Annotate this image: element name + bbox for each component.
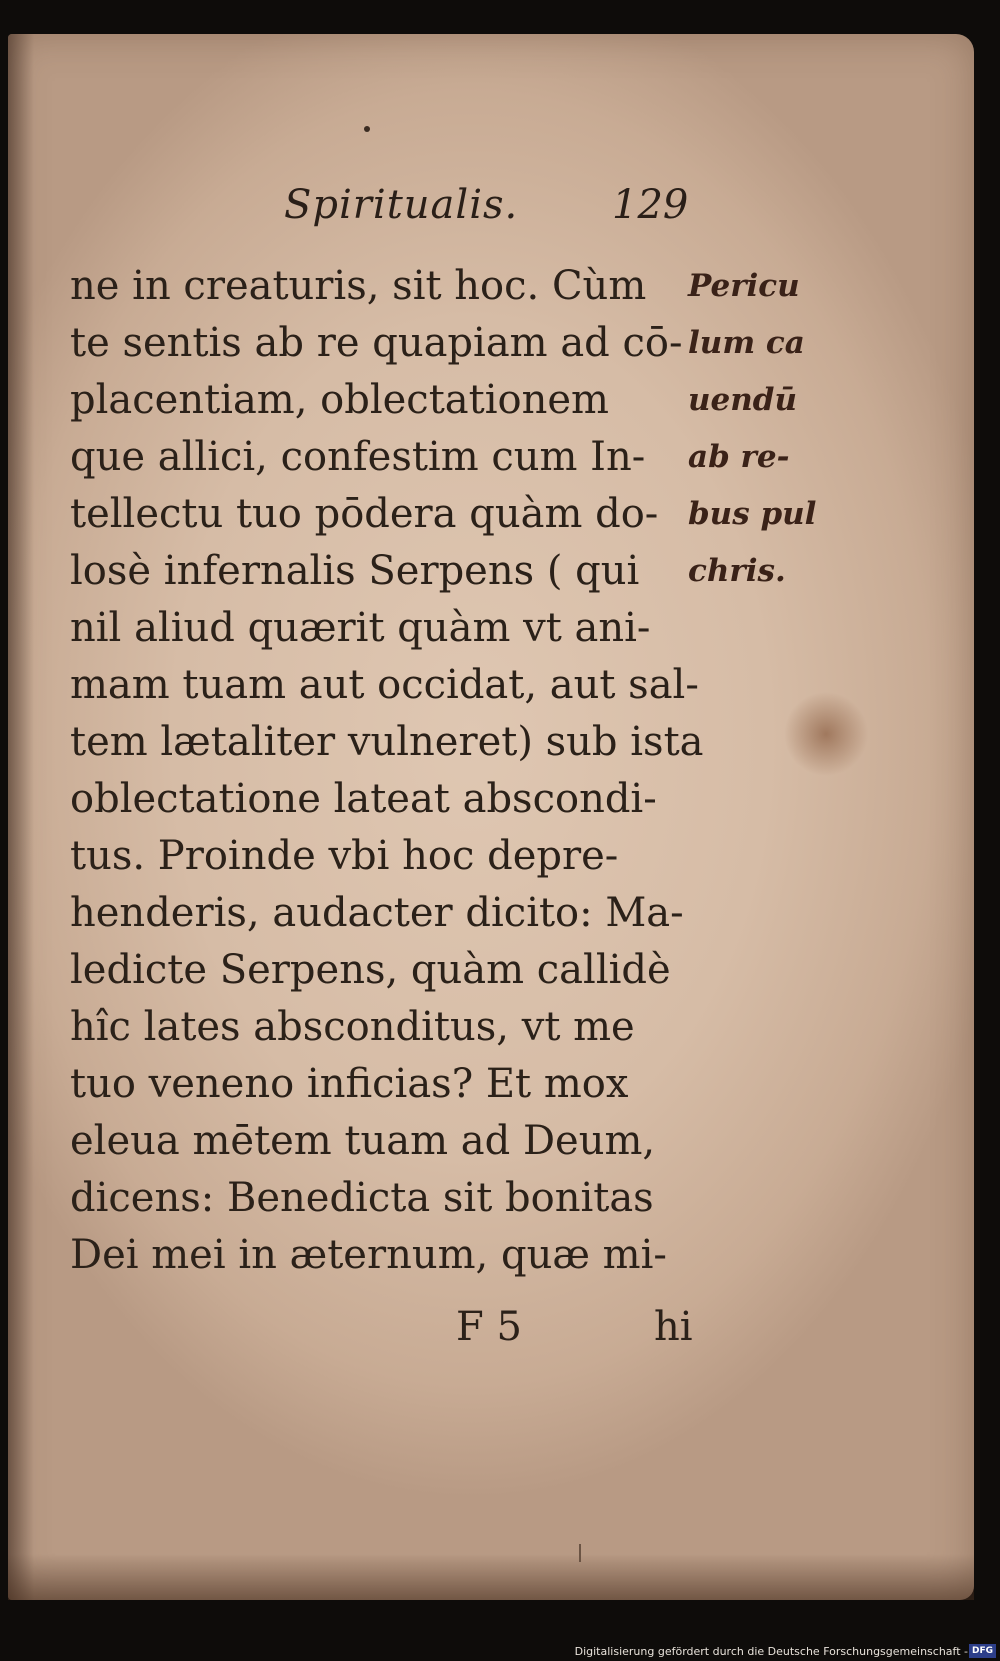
marginal-line: Pericu — [688, 268, 800, 304]
text-line: te sentis ab re quapiam ad cō- — [70, 320, 683, 366]
text-line: Dei mei in æternum, quæ mi- — [70, 1232, 667, 1278]
text-line: henderis, audacter dicito: Ma- — [70, 890, 684, 936]
marginal-line: ab re- — [688, 439, 790, 475]
page-spine-shadow — [8, 34, 34, 1600]
pencil-mark — [579, 1544, 581, 1562]
text-line: dicens: Benedicta sit bonitas — [70, 1175, 654, 1221]
page-footer — [8, 1304, 974, 1364]
body-text — [70, 258, 704, 1284]
credit-bar — [0, 1641, 1000, 1661]
dfg-logo: DFG — [969, 1644, 996, 1658]
text-line: ne in creaturis, sit hoc. Cùm — [70, 263, 647, 309]
page-number: 129 — [612, 182, 689, 228]
marginal-line: lum ca — [688, 325, 805, 361]
page-bottom-edge — [8, 1554, 974, 1600]
text-line: oblectatione lateat abscondi- — [70, 776, 657, 822]
marginal-note — [688, 258, 817, 600]
ink-speck — [364, 126, 370, 132]
marginal-line: bus pul — [688, 496, 817, 532]
text-line: hîc lates absconditus, vt me — [70, 1004, 635, 1050]
text-line: tem lætaliter vulneret) sub ista — [70, 719, 704, 765]
running-head: Spiritualis. — [284, 182, 519, 228]
text-line: eleua mētem tuam ad Deum, — [70, 1118, 656, 1164]
text-line: ledicte Serpens, quàm callidè — [70, 947, 671, 993]
signature-mark: F 5 — [456, 1304, 522, 1350]
text-line: tuo veneno inficias? Et mox — [70, 1061, 629, 1107]
text-line: nil aliud quærit quàm vt ani- — [70, 605, 651, 651]
text-line: tellectu tuo pōdera quàm do- — [70, 491, 659, 537]
text-line: losè infernalis Serpens ( qui — [70, 548, 640, 594]
catchword: hi — [654, 1304, 693, 1350]
text-line: mam tuam aut occidat, aut sal- — [70, 662, 699, 708]
text-line: tus. Proinde vbi hoc depre- — [70, 833, 619, 879]
marginal-line: chris. — [688, 553, 786, 589]
book-page — [8, 34, 974, 1600]
page-header — [8, 182, 974, 252]
marginal-line: uendū — [688, 382, 798, 418]
funding-credit: Digitalisierung gefördert durch die Deutsche Forschungsgemeinschaft - — [574, 1645, 968, 1658]
text-line: placentiam, oblectationem — [70, 377, 609, 423]
text-line: que allici, confestim cum In- — [70, 434, 646, 480]
